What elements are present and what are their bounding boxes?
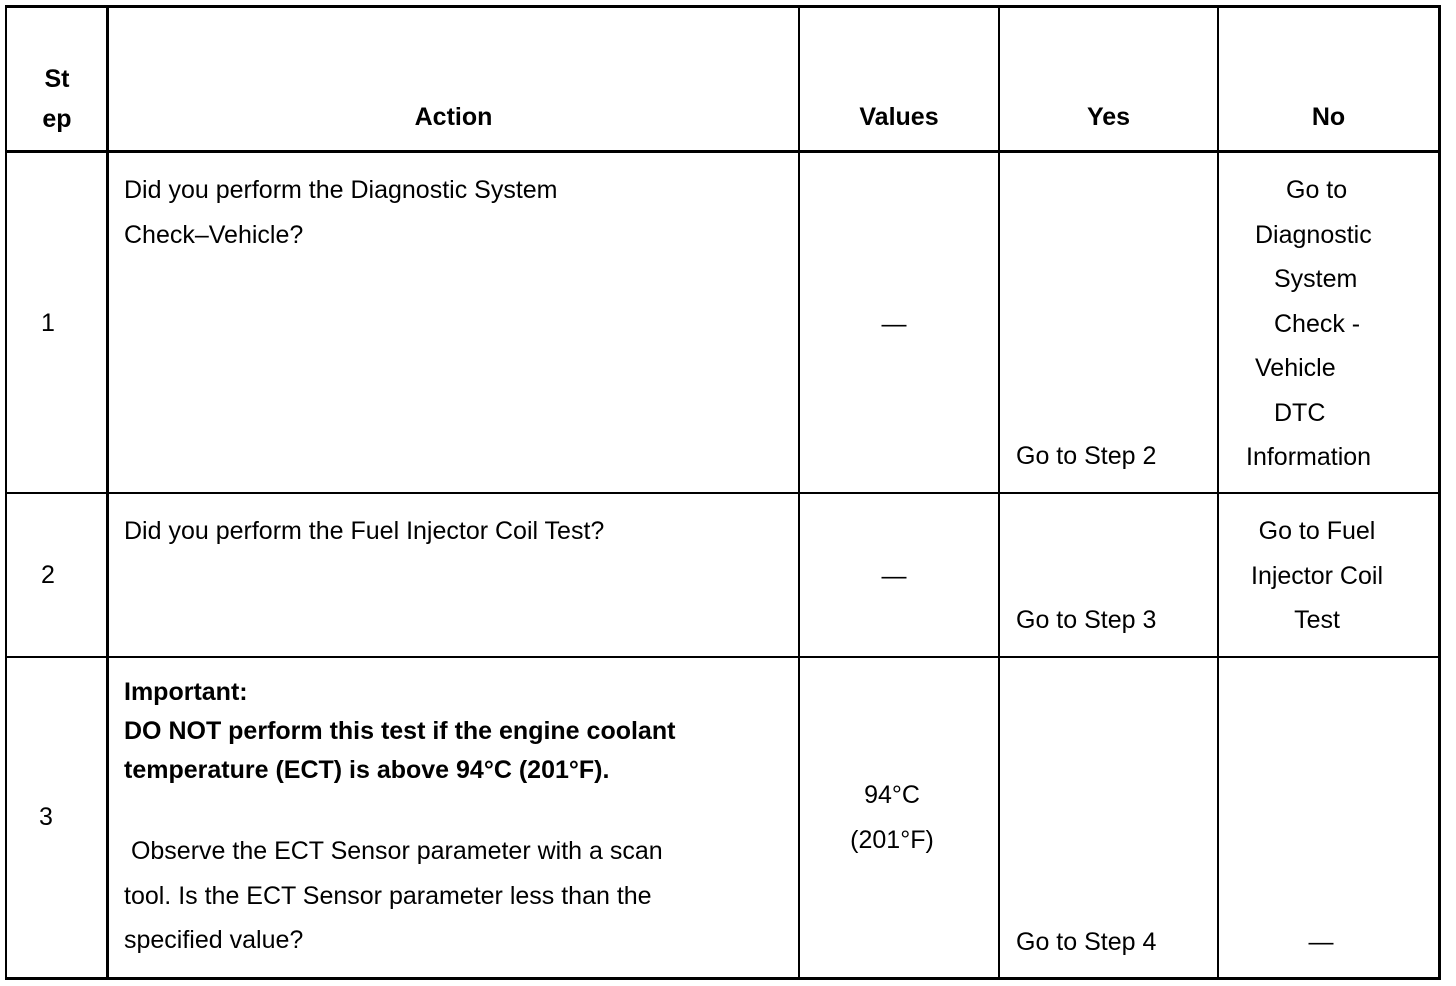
col-rule-values-yes [998, 5, 1000, 980]
table-border-right [1438, 5, 1441, 980]
header-no: No [1311, 103, 1346, 131]
row3-values-line1: 94°C [864, 781, 920, 809]
row3-action [124, 673, 794, 963]
col-rule-step-action [106, 5, 109, 980]
table-border-left [5, 5, 7, 980]
header-step-line2: ep [42, 105, 72, 133]
header-bottom-rule [5, 150, 1441, 153]
row3-step: 3 [39, 803, 53, 831]
row1-no-line4: Check - [1274, 309, 1361, 338]
row1-action-line1: Did you perform the Diagnostic System [124, 176, 558, 204]
row3-values [800, 773, 984, 862]
row2-no-line3: Test [1294, 606, 1340, 634]
row2-yes: Go to Step 3 [1016, 606, 1157, 634]
row1-no-line3: System [1274, 265, 1358, 293]
row3-action-line2: tool. Is the ECT Sensor parameter less than the [124, 881, 652, 910]
row2-no-line1: Go to Fuel [1258, 517, 1376, 545]
row2-action: Did you perform the Fuel Injector Coil Test? [124, 517, 605, 545]
table-border-top [5, 5, 1441, 8]
row2-step: 2 [41, 561, 55, 589]
row1-step: 1 [41, 309, 55, 337]
row3-action-line3: specified value? [124, 926, 304, 954]
header-step [8, 59, 106, 139]
row1-values: — [881, 310, 907, 338]
row1-no-line6: DTC [1274, 398, 1326, 427]
row1-no-line5: Vehicle [1255, 354, 1336, 382]
col-rule-yes-no [1217, 5, 1219, 980]
row1-no [1219, 168, 1438, 480]
row2-values: — [881, 562, 907, 590]
row3-important-line2: temperature (ECT) is above 94°C (201°F). [124, 756, 610, 784]
row3-action-line1: Observe the ECT Sensor parameter with a scan [124, 837, 663, 865]
row3-yes: Go to Step 4 [1016, 928, 1157, 956]
header-step-line1: St [44, 65, 70, 93]
row3-important-line1: DO NOT perform this test if the engine coolant [124, 717, 676, 745]
row2-no-line2: Injector Coil [1251, 561, 1383, 590]
row1-no-line2: Diagnostic [1255, 220, 1372, 249]
row1-bottom-rule [5, 492, 1441, 494]
row3-values-line2: (201°F) [850, 825, 934, 854]
row1-yes: Go to Step 2 [1016, 442, 1157, 470]
row1-action [124, 168, 794, 257]
row1-action-line2: Check–Vehicle? [124, 220, 304, 249]
table-border-bottom [5, 977, 1441, 980]
row2-no [1219, 509, 1415, 643]
header-action: Action [414, 103, 493, 131]
header-yes: Yes [1086, 103, 1131, 131]
header-values: Values [859, 103, 939, 131]
row1-no-line7: Information [1246, 443, 1372, 471]
row3-important-label: Important: [124, 678, 248, 706]
row2-bottom-rule [5, 656, 1441, 658]
row1-no-line1: Go to [1286, 176, 1348, 204]
row3-no: — [1308, 928, 1334, 956]
